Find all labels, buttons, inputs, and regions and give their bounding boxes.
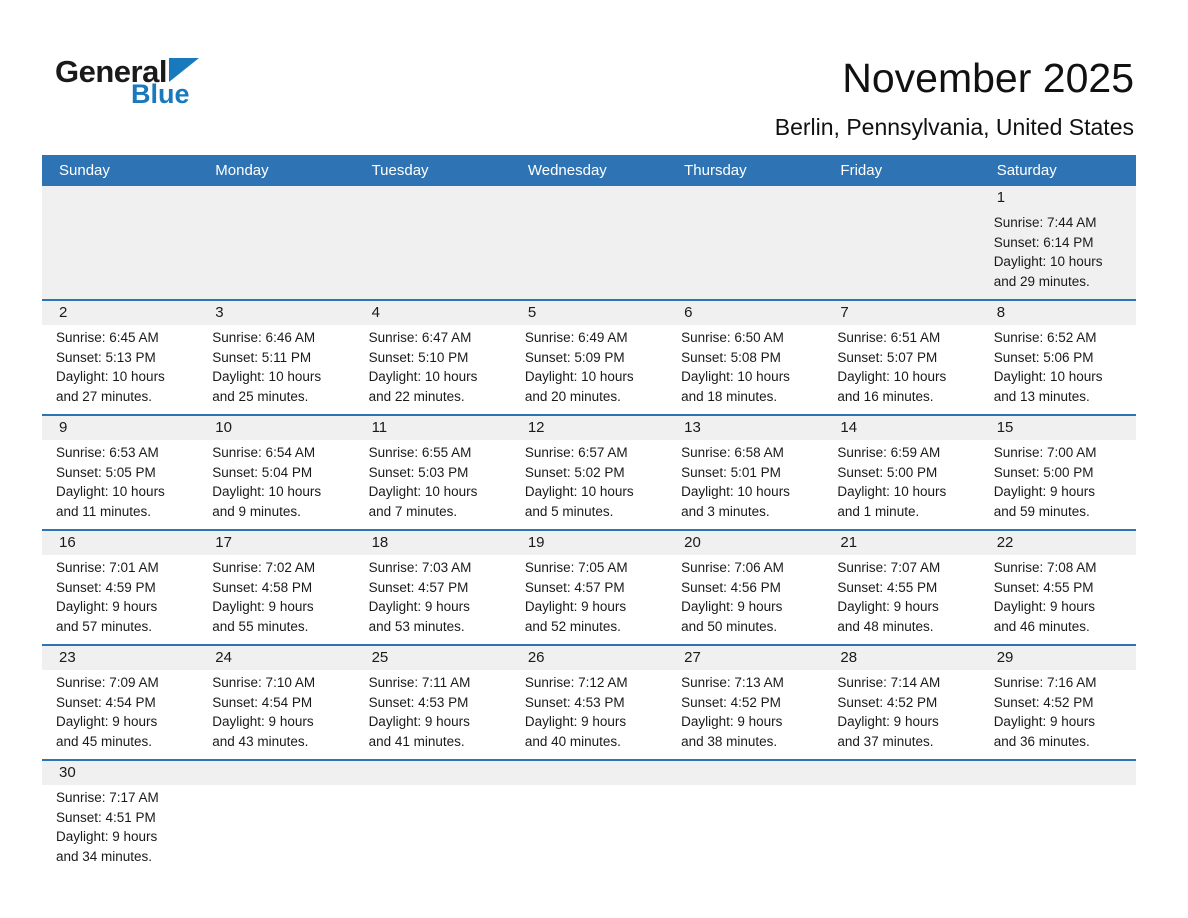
- daylight1-text: Daylight: 10 hours: [993, 254, 1103, 270]
- empty-day-details: [198, 785, 354, 874]
- sunrise-text: Sunrise: 7:01 AM: [56, 560, 159, 576]
- empty-cell: [823, 761, 979, 874]
- day-number: 15: [980, 416, 1136, 440]
- general-blue-logo: [55, 56, 199, 108]
- day-cell-5: [511, 301, 667, 414]
- day-details: [42, 555, 198, 644]
- day-cell-29: [980, 646, 1136, 759]
- day-number: 27: [667, 646, 823, 670]
- empty-day-number: [667, 761, 823, 785]
- sunset-text: Sunset: 4:52 PM: [837, 694, 938, 710]
- page-header: [0, 0, 1188, 141]
- sunrise-text: Sunrise: 7:02 AM: [212, 560, 316, 576]
- day-cell-11: [355, 416, 511, 529]
- empty-day-number: [511, 761, 667, 785]
- sunrise-text: Sunrise: 6:55 AM: [368, 445, 472, 461]
- sunrise-text: Sunrise: 6:52 AM: [993, 330, 1097, 346]
- empty-day-details: [823, 210, 979, 299]
- daylight1-text: Daylight: 9 hours: [212, 714, 314, 730]
- sunset-text: Sunset: 4:54 PM: [212, 694, 313, 710]
- daylight1-text: Daylight: 10 hours: [56, 369, 165, 385]
- empty-day-number: [823, 761, 979, 785]
- empty-cell: [42, 186, 198, 299]
- empty-day-number: [355, 761, 511, 785]
- sunrise-text: Sunrise: 7:08 AM: [993, 560, 1097, 576]
- day-details: [198, 555, 354, 644]
- daylight2-text: and 41 minutes.: [368, 733, 465, 749]
- sunset-text: Sunset: 5:03 PM: [368, 464, 469, 480]
- day-cell-7: [823, 301, 979, 414]
- daylight2-text: and 43 minutes.: [212, 733, 309, 749]
- sunset-text: Sunset: 4:57 PM: [368, 579, 469, 595]
- week-row: [42, 299, 1136, 414]
- day-details: [667, 555, 823, 644]
- day-number: 1: [980, 186, 1136, 210]
- day-cell-10: [198, 416, 354, 529]
- day-number: 30: [42, 761, 198, 785]
- daylight2-text: and 18 minutes.: [681, 388, 778, 404]
- day-details: [667, 670, 823, 759]
- daylight1-text: Daylight: 9 hours: [56, 829, 158, 845]
- week-row: [42, 759, 1136, 874]
- empty-cell: [511, 186, 667, 299]
- sunrise-text: Sunrise: 6:51 AM: [837, 330, 941, 346]
- day-details: [42, 785, 198, 874]
- day-cell-1: [980, 186, 1136, 299]
- daylight2-text: and 50 minutes.: [681, 618, 778, 634]
- day-details: [355, 670, 511, 759]
- sunset-text: Sunset: 4:59 PM: [56, 579, 156, 595]
- logo-text-blue: Blue: [131, 79, 190, 109]
- daylight1-text: Daylight: 9 hours: [56, 599, 158, 615]
- day-cell-20: [667, 531, 823, 644]
- daylight2-text: and 11 minutes.: [56, 503, 152, 519]
- weekday-wednesday: Wednesday: [527, 162, 607, 180]
- daylight2-text: and 36 minutes.: [993, 733, 1090, 749]
- daylight1-text: Daylight: 9 hours: [993, 484, 1095, 500]
- day-number: 19: [511, 531, 667, 555]
- day-cell-30: [42, 761, 198, 874]
- sunset-text: Sunset: 5:05 PM: [56, 464, 156, 480]
- sunrise-text: Sunrise: 7:06 AM: [681, 560, 784, 576]
- calendar-body: [42, 186, 1136, 874]
- day-details: [980, 670, 1136, 759]
- sunset-text: Sunset: 5:00 PM: [837, 464, 938, 480]
- day-details: [198, 440, 354, 529]
- day-cell-9: [42, 416, 198, 529]
- day-cell-12: [511, 416, 667, 529]
- day-number: 21: [823, 531, 979, 555]
- daylight1-text: Daylight: 9 hours: [56, 714, 158, 730]
- day-details: [511, 670, 667, 759]
- weekday-tuesday: Tuesday: [371, 162, 429, 180]
- sunrise-text: Sunrise: 7:44 AM: [993, 215, 1097, 231]
- daylight2-text: and 29 minutes.: [993, 273, 1090, 289]
- sunset-text: Sunset: 6:14 PM: [993, 234, 1094, 250]
- daylight1-text: Daylight: 10 hours: [212, 369, 322, 385]
- day-details: [198, 325, 354, 414]
- week-row: [42, 644, 1136, 759]
- daylight2-text: and 13 minutes.: [993, 388, 1090, 404]
- day-number: 28: [823, 646, 979, 670]
- day-cell-17: [198, 531, 354, 644]
- sunset-text: Sunset: 4:54 PM: [56, 694, 156, 710]
- day-cell-24: [198, 646, 354, 759]
- sunrise-text: Sunrise: 6:58 AM: [681, 445, 784, 461]
- daylight1-text: Daylight: 9 hours: [368, 599, 470, 615]
- daylight1-text: Daylight: 9 hours: [524, 714, 627, 730]
- day-cell-13: [667, 416, 823, 529]
- sunrise-text: Sunrise: 7:13 AM: [681, 675, 784, 691]
- day-number: 3: [198, 301, 354, 325]
- daylight2-text: and 37 minutes.: [837, 733, 934, 749]
- weekday-sunday: Sunday: [59, 162, 110, 180]
- sunrise-text: Sunrise: 7:11 AM: [368, 675, 471, 691]
- empty-cell: [667, 761, 823, 874]
- day-number: 24: [198, 646, 354, 670]
- page-subtitle: Berlin, Pennsylvania, United States: [774, 114, 1134, 141]
- day-number: 22: [980, 531, 1136, 555]
- day-number: 14: [823, 416, 979, 440]
- daylight2-text: and 48 minutes.: [837, 618, 934, 634]
- sunset-text: Sunset: 4:53 PM: [524, 694, 625, 710]
- daylight1-text: Daylight: 9 hours: [368, 714, 470, 730]
- day-details: [980, 210, 1136, 299]
- calendar: [42, 155, 1136, 874]
- day-details: [823, 670, 979, 759]
- day-number: 12: [511, 416, 667, 440]
- daylight2-text: and 1 minute.: [837, 503, 920, 519]
- day-details: [355, 555, 511, 644]
- day-details: [198, 670, 354, 759]
- sunset-text: Sunset: 5:01 PM: [681, 464, 781, 480]
- daylight2-text: and 5 minutes.: [524, 503, 614, 519]
- sunrise-text: Sunrise: 6:45 AM: [56, 330, 159, 346]
- day-details: [511, 325, 667, 414]
- sunset-text: Sunset: 5:04 PM: [212, 464, 313, 480]
- daylight2-text: and 38 minutes.: [681, 733, 778, 749]
- day-number: 11: [355, 416, 511, 440]
- empty-day-number: [980, 761, 1136, 785]
- day-details: [823, 555, 979, 644]
- weekday-thursday: Thursday: [684, 162, 747, 180]
- sunrise-text: Sunrise: 6:47 AM: [368, 330, 472, 346]
- day-number: 7: [823, 301, 979, 325]
- sunset-text: Sunset: 5:09 PM: [524, 349, 625, 365]
- empty-day-details: [42, 210, 198, 299]
- week-row: [42, 529, 1136, 644]
- daylight2-text: and 57 minutes.: [56, 618, 153, 634]
- daylight1-text: Daylight: 10 hours: [837, 484, 947, 500]
- sunset-text: Sunset: 5:08 PM: [681, 349, 781, 365]
- day-details: [42, 325, 198, 414]
- daylight2-text: and 45 minutes.: [56, 733, 153, 749]
- daylight2-text: and 9 minutes.: [212, 503, 301, 519]
- day-details: [667, 325, 823, 414]
- day-cell-27: [667, 646, 823, 759]
- daylight1-text: Daylight: 9 hours: [837, 714, 939, 730]
- weekday-saturday: Saturday: [996, 162, 1057, 180]
- day-details: [823, 325, 979, 414]
- day-details: [980, 555, 1136, 644]
- empty-day-details: [355, 210, 511, 299]
- daylight2-text: and 16 minutes.: [837, 388, 934, 404]
- sunset-text: Sunset: 4:55 PM: [993, 579, 1094, 595]
- day-cell-26: [511, 646, 667, 759]
- empty-day-number: [511, 186, 667, 210]
- sunrise-text: Sunrise: 6:59 AM: [837, 445, 941, 461]
- sunrise-text: Sunrise: 7:12 AM: [524, 675, 628, 691]
- daylight1-text: Daylight: 9 hours: [681, 599, 783, 615]
- sunset-text: Sunset: 4:53 PM: [368, 694, 469, 710]
- sunset-text: Sunset: 5:06 PM: [993, 349, 1094, 365]
- daylight2-text: and 59 minutes.: [993, 503, 1090, 519]
- daylight1-text: Daylight: 10 hours: [368, 484, 478, 500]
- empty-day-number: [355, 186, 511, 210]
- day-number: 6: [667, 301, 823, 325]
- daylight2-text: and 40 minutes.: [524, 733, 621, 749]
- day-number: 8: [980, 301, 1136, 325]
- day-details: [980, 325, 1136, 414]
- day-details: [42, 440, 198, 529]
- sunset-text: Sunset: 4:56 PM: [681, 579, 781, 595]
- sunset-text: Sunset: 4:57 PM: [524, 579, 625, 595]
- daylight2-text: and 25 minutes.: [212, 388, 309, 404]
- day-number: 25: [355, 646, 511, 670]
- day-number: 16: [42, 531, 198, 555]
- empty-day-details: [667, 210, 823, 299]
- day-details: [355, 440, 511, 529]
- empty-cell: [355, 186, 511, 299]
- daylight1-text: Daylight: 9 hours: [212, 599, 314, 615]
- daylight1-text: Daylight: 9 hours: [993, 599, 1095, 615]
- day-details: [42, 670, 198, 759]
- day-details: [355, 325, 511, 414]
- logo-text-general: General: [55, 54, 167, 89]
- day-cell-4: [355, 301, 511, 414]
- sunset-text: Sunset: 5:11 PM: [212, 349, 312, 365]
- sunrise-text: Sunrise: 7:10 AM: [212, 675, 316, 691]
- day-number: 2: [42, 301, 198, 325]
- daylight2-text: and 53 minutes.: [368, 618, 465, 634]
- sunrise-text: Sunrise: 6:54 AM: [212, 445, 316, 461]
- sunrise-text: Sunrise: 7:07 AM: [837, 560, 941, 576]
- header-titles: [775, 56, 1134, 141]
- sunset-text: Sunset: 4:58 PM: [212, 579, 313, 595]
- day-cell-18: [355, 531, 511, 644]
- daylight2-text: and 3 minutes.: [681, 503, 770, 519]
- day-cell-23: [42, 646, 198, 759]
- sunset-text: Sunset: 4:51 PM: [56, 809, 156, 825]
- day-cell-3: [198, 301, 354, 414]
- empty-day-number: [198, 186, 354, 210]
- empty-day-details: [980, 785, 1136, 874]
- daylight2-text: and 46 minutes.: [993, 618, 1090, 634]
- day-number: 13: [667, 416, 823, 440]
- day-cell-16: [42, 531, 198, 644]
- daylight2-text: and 55 minutes.: [212, 618, 309, 634]
- sunset-text: Sunset: 4:52 PM: [681, 694, 781, 710]
- day-number: 10: [198, 416, 354, 440]
- daylight1-text: Daylight: 9 hours: [837, 599, 939, 615]
- empty-day-number: [42, 186, 198, 210]
- day-details: [823, 440, 979, 529]
- day-cell-14: [823, 416, 979, 529]
- empty-cell: [355, 761, 511, 874]
- day-cell-19: [511, 531, 667, 644]
- sunrise-text: Sunrise: 6:53 AM: [56, 445, 159, 461]
- empty-cell: [980, 761, 1136, 874]
- day-cell-15: [980, 416, 1136, 529]
- day-cell-2: [42, 301, 198, 414]
- day-cell-8: [980, 301, 1136, 414]
- sunrise-text: Sunrise: 6:50 AM: [681, 330, 784, 346]
- daylight2-text: and 20 minutes.: [524, 388, 621, 404]
- day-number: 20: [667, 531, 823, 555]
- day-cell-25: [355, 646, 511, 759]
- sunset-text: Sunset: 5:10 PM: [368, 349, 469, 365]
- day-details: [511, 440, 667, 529]
- daylight1-text: Daylight: 10 hours: [837, 369, 947, 385]
- week-row: [42, 186, 1136, 299]
- empty-day-details: [355, 785, 511, 874]
- empty-day-details: [198, 210, 354, 299]
- day-cell-28: [823, 646, 979, 759]
- sunset-text: Sunset: 5:07 PM: [837, 349, 938, 365]
- sunset-text: Sunset: 5:00 PM: [993, 464, 1094, 480]
- day-number: 18: [355, 531, 511, 555]
- day-details: [511, 555, 667, 644]
- empty-cell: [667, 186, 823, 299]
- daylight1-text: Daylight: 10 hours: [56, 484, 165, 500]
- daylight1-text: Daylight: 10 hours: [368, 369, 478, 385]
- day-number: 17: [198, 531, 354, 555]
- day-number: 23: [42, 646, 198, 670]
- day-details: [667, 440, 823, 529]
- weekday-row: [42, 155, 1136, 186]
- weekday-friday: Friday: [840, 162, 883, 180]
- empty-day-details: [823, 785, 979, 874]
- empty-day-details: [667, 785, 823, 874]
- sunrise-text: Sunrise: 6:49 AM: [524, 330, 628, 346]
- daylight1-text: Daylight: 10 hours: [681, 369, 790, 385]
- sunrise-text: Sunrise: 7:17 AM: [56, 790, 159, 806]
- sunrise-text: Sunrise: 6:57 AM: [524, 445, 628, 461]
- empty-day-number: [823, 186, 979, 210]
- empty-cell: [823, 186, 979, 299]
- daylight2-text: and 27 minutes.: [56, 388, 153, 404]
- sunrise-text: Sunrise: 6:46 AM: [212, 330, 316, 346]
- sunset-text: Sunset: 4:52 PM: [993, 694, 1094, 710]
- daylight1-text: Daylight: 9 hours: [524, 599, 627, 615]
- weekday-monday: Monday: [215, 162, 269, 180]
- sunrise-text: Sunrise: 7:03 AM: [368, 560, 472, 576]
- daylight2-text: and 22 minutes.: [368, 388, 465, 404]
- week-row: [42, 414, 1136, 529]
- empty-day-number: [198, 761, 354, 785]
- day-cell-6: [667, 301, 823, 414]
- day-cell-21: [823, 531, 979, 644]
- page-title: November 2025: [842, 55, 1134, 101]
- sunrise-text: Sunrise: 7:05 AM: [524, 560, 628, 576]
- daylight2-text: and 34 minutes.: [56, 848, 153, 864]
- sunset-text: Sunset: 5:13 PM: [56, 349, 156, 365]
- daylight2-text: and 7 minutes.: [368, 503, 458, 519]
- sunrise-text: Sunrise: 7:09 AM: [56, 675, 159, 691]
- daylight1-text: Daylight: 10 hours: [524, 369, 634, 385]
- sunset-text: Sunset: 5:02 PM: [524, 464, 625, 480]
- day-number: 29: [980, 646, 1136, 670]
- daylight2-text: and 52 minutes.: [524, 618, 621, 634]
- daylight1-text: Daylight: 9 hours: [993, 714, 1095, 730]
- sunrise-text: Sunrise: 7:00 AM: [993, 445, 1097, 461]
- daylight1-text: Daylight: 10 hours: [212, 484, 322, 500]
- empty-day-number: [667, 186, 823, 210]
- daylight1-text: Daylight: 10 hours: [681, 484, 790, 500]
- sunrise-text: Sunrise: 7:14 AM: [837, 675, 941, 691]
- daylight1-text: Daylight: 9 hours: [681, 714, 783, 730]
- empty-day-details: [511, 210, 667, 299]
- day-cell-22: [980, 531, 1136, 644]
- sunset-text: Sunset: 4:55 PM: [837, 579, 938, 595]
- day-number: 5: [511, 301, 667, 325]
- day-details: [980, 440, 1136, 529]
- empty-cell: [198, 761, 354, 874]
- empty-day-details: [511, 785, 667, 874]
- empty-cell: [511, 761, 667, 874]
- daylight1-text: Daylight: 10 hours: [993, 369, 1103, 385]
- day-number: 9: [42, 416, 198, 440]
- daylight1-text: Daylight: 10 hours: [524, 484, 634, 500]
- sunrise-text: Sunrise: 7:16 AM: [993, 675, 1097, 691]
- day-number: 26: [511, 646, 667, 670]
- day-number: 4: [355, 301, 511, 325]
- empty-cell: [198, 186, 354, 299]
